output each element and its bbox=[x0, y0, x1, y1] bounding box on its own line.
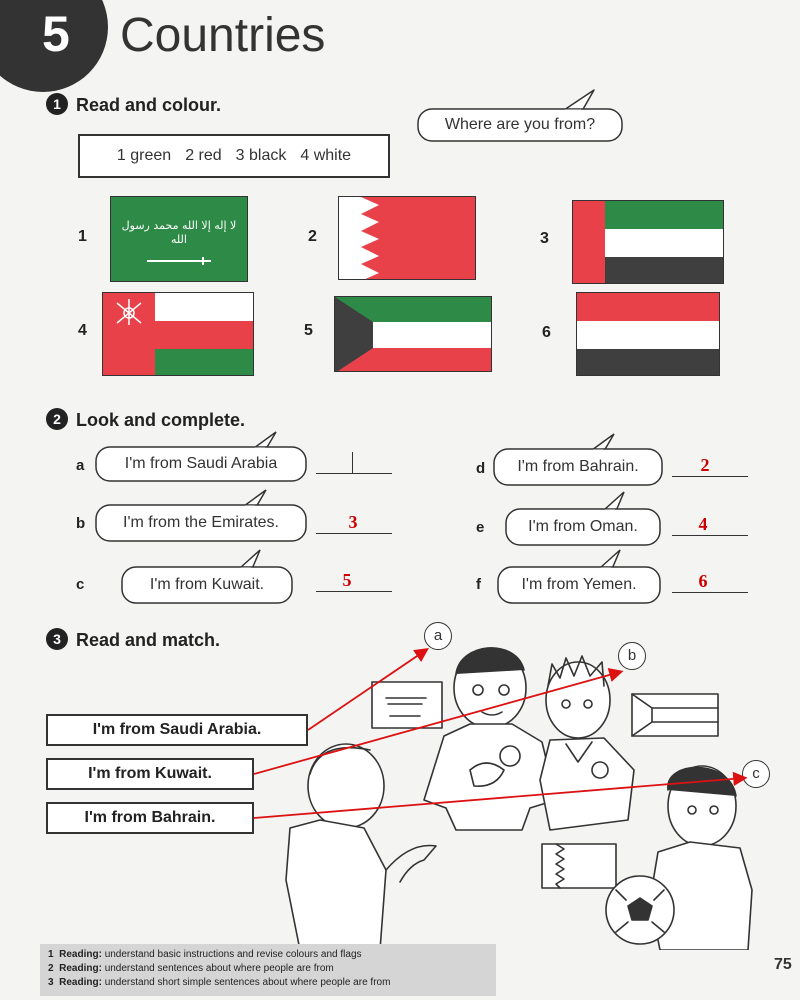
answer-d: 2 bbox=[700, 455, 710, 475]
objective-3: 3 Reading: understand short simple sentences about where people are from bbox=[48, 977, 391, 988]
item-text-a: I'm from Saudi Arabia bbox=[124, 455, 278, 472]
answer-f: 6 bbox=[698, 571, 708, 591]
item-text-f: I'm from Yemen. bbox=[521, 576, 637, 593]
key-black: 3 black bbox=[235, 147, 287, 164]
item-text-e: I'm from Oman. bbox=[528, 518, 638, 535]
flag-label-3: 3 bbox=[540, 230, 549, 247]
flag-label-2: 2 bbox=[308, 228, 317, 245]
answer-c: 5 bbox=[342, 570, 352, 590]
match-target-b[interactable]: b bbox=[618, 642, 646, 670]
match-target-c[interactable]: c bbox=[742, 760, 770, 788]
section-1-number: 1 bbox=[46, 93, 68, 115]
section-1-title: Read and colour. bbox=[76, 95, 222, 115]
match-line-kuwait-b bbox=[254, 672, 620, 774]
flag-inscription: لا إله إلا الله محمد رسول الله bbox=[121, 219, 237, 246]
match-line-bahrain-c bbox=[254, 778, 744, 818]
unit-number: 5 bbox=[42, 6, 70, 62]
page-number: 75 bbox=[774, 956, 792, 973]
match-sentence-2-text: I'm from Kuwait. bbox=[88, 765, 212, 782]
flag-label-1: 1 bbox=[78, 228, 87, 245]
answer-b: 3 bbox=[348, 512, 358, 532]
item-letter-f: f bbox=[476, 576, 481, 593]
key-green: 1 green bbox=[116, 147, 172, 164]
section-2-title: Look and complete. bbox=[76, 410, 246, 430]
flag-label-5: 5 bbox=[304, 322, 313, 339]
item-letter-d: d bbox=[476, 460, 486, 477]
flag-label-6: 6 bbox=[542, 324, 551, 341]
item-letter-c: c bbox=[76, 576, 85, 593]
item-text-d: I'm from Bahrain. bbox=[517, 458, 639, 475]
section-3-number: 3 bbox=[46, 628, 68, 650]
item-text-b: I'm from the Emirates. bbox=[123, 514, 279, 531]
unit-title: Countries bbox=[120, 9, 326, 62]
objective-1: 1 Reading: understand basic instructions and revise colours and flags bbox=[48, 949, 362, 960]
item-letter-e: e bbox=[476, 519, 485, 536]
item-letter-b: b bbox=[76, 515, 86, 532]
speech-text-where: Where are you from? bbox=[444, 116, 596, 133]
section-3-title: Read and match. bbox=[76, 630, 221, 650]
match-line-saudi-a bbox=[308, 650, 426, 730]
section-2-number: 2 bbox=[46, 408, 68, 430]
item-text-c: I'm from Kuwait. bbox=[149, 576, 265, 593]
objective-2: 2 Reading: understand sentences about where people are from bbox=[48, 963, 334, 974]
learning-objectives bbox=[40, 944, 496, 996]
flag-label-4: 4 bbox=[78, 322, 87, 339]
match-target-a[interactable]: a bbox=[424, 622, 452, 650]
key-white: 4 white bbox=[300, 147, 352, 164]
match-sentence-3-text: I'm from Bahrain. bbox=[84, 809, 216, 826]
item-letter-a: a bbox=[76, 457, 85, 474]
match-sentence-1-text: I'm from Saudi Arabia. bbox=[92, 721, 262, 738]
answer-e: 4 bbox=[698, 514, 708, 534]
key-red: 2 red bbox=[185, 147, 222, 164]
